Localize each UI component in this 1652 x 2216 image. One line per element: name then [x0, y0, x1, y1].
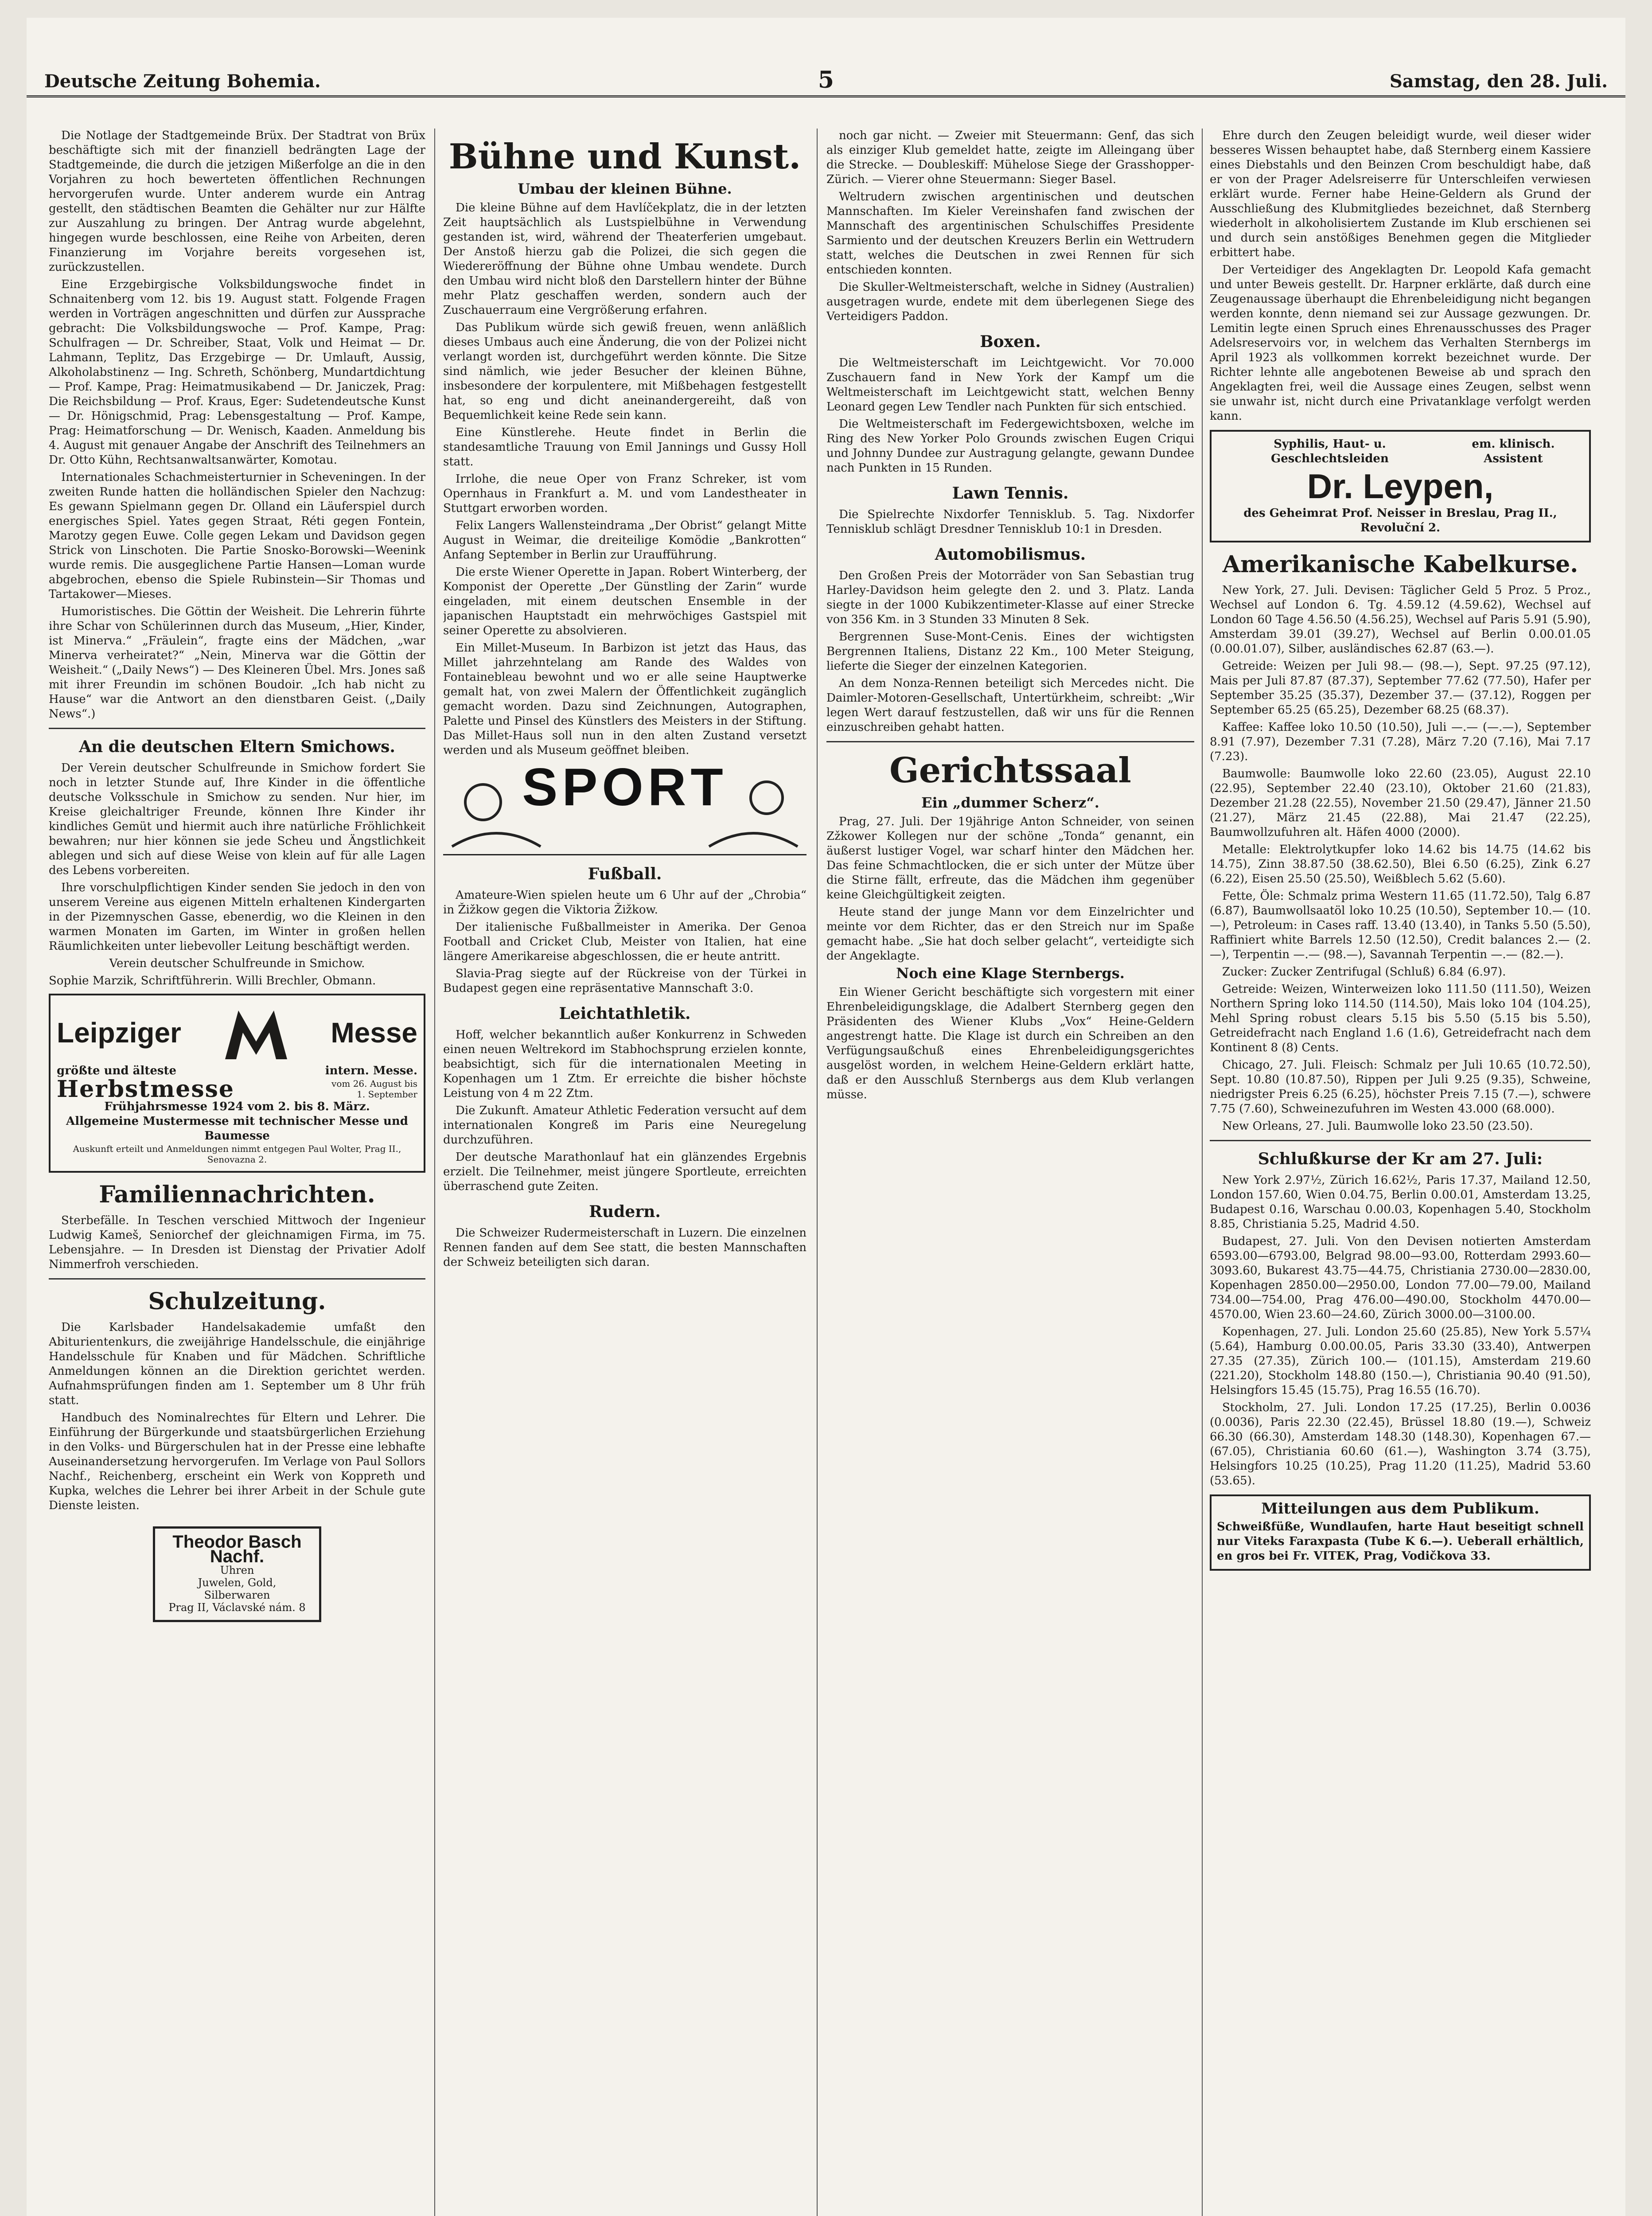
article-subheading: Noch eine Klage Sternbergs.	[896, 965, 1125, 982]
column-rule	[434, 129, 435, 2216]
column-rule	[1202, 129, 1203, 2216]
article-paragraph: Die Skuller-Weltmeisterschaft, welche in Sidney (Australien) ausgetragen wurde, endete mit dem überlegenen Siege des Verteidigers Paddon.	[826, 281, 1194, 323]
column-rule	[817, 129, 818, 2216]
market-paragraph: Baumwolle: Baumwolle loko 22.60 (23.05), August 22.10 (22.95), September 22.40 (23.10), Oktober 21.60 (21.83), Dezember 21.28 (22.55), November 21.50 (29.47), Jänner 21.50 (21.27), März 21.45 (22.88), Mai 21.47 (22.25), Baumwollzufuhren alt. Häfen 4000 (2000).	[1210, 767, 1591, 839]
article-paragraph: Der italienische Fußballmeister in Amerika. Der Genoa Football and Cricket Club, Meister von Italien, hat eine längere Amerikareise abgeschlossen, die er heute antritt.	[443, 921, 807, 963]
section-heading: Fußball.	[588, 865, 662, 883]
article-paragraph: Hoff, welcher bekanntlich außer Konkurrenz in Schweden einen neuen Weltrekord im Stabhochsprung erzielen konnte, beabsichtigt, sich für die internationalen Meeting in Kopenhagen um 1 Ztm. Er erreichte die bisher höchste Leistung von 4 m 22 Ztm.	[443, 1028, 807, 1100]
article-paragraph: Das Publikum würde sich gewiß freuen, wenn anläßlich dieses Umbaus auch eine Änderung, die von der Polizei nicht verlangt worden ist, durchgeführt werden könnte. Die Sitze sind nämlich, wie jeder Besucher der kleinen Bühne, insbesondere der korpulentere, mit Mißbehagen festgestellt hat, so eng und dicht aneinandergereiht, daß von Bequemlichkeit keine Rede sein kann.	[443, 321, 807, 422]
market-paragraph: Getreide: Weizen, Winterweizen loko 111.50 (111.50), Weizen Northern Spring loko 114.50 (114.50), Mais loko 104 (104.25), Mehl Spring robust clears 5.15 bis 5.50 (5.15 bis 5.50), Getreidefracht nach England 1.6 (1.6), Getreidefracht nach dem Kontinent 8 (8) Cents.	[1210, 983, 1591, 1054]
article-paragraph: Die erste Wiener Operette in Japan. Robert Winterberg, der Komponist der Operette „Der Günstling der Zarin“ wurde eingeladen, mit einem deutschen Ensemble in der japanischen Hauptstadt ein mehrwöchiges Gastspiel mit seiner Operette zu absolvieren.	[443, 566, 807, 637]
ad-line: Juwelen, Gold,	[198, 1576, 277, 1589]
divider	[826, 741, 1194, 742]
article-paragraph: Die Notlage der Stadtgemeinde Brüx. Der Stadtrat von Brüx beschäftigte sich mit der finanziell bedrängten Lage der Stadtgemeinde, die durch die jetzigen Mißerfolge an die in den Vorjahren zu hoch bewerteten öffentlichen Rechnungen hervorgerufen wurde. Unter anderem wurde ein Antrag gestellt, den städtischen Beamten die Gehälter nur zur Hälfte zur Auszahlung zu bringen. Der Antrag wurde abgelehnt, hingegen wurde beschlossen, eine Reihe von Arbeiten, deren Finanzierung im Vorjahre bereits vorgesehen ist, zurückzustellen.	[49, 129, 425, 274]
market-paragraph: New York, 27. Juli. Devisen: Täglicher Geld 5 Proz. 5 Proz., Wechsel auf London 6. Tg. 4.59.12 (4.59.62), Wechsel auf London 60 Tage 4.56.50 (4.56.25), Wechsel auf Paris 5.91 (5.90), Amsterdam 39.01 (39.27), Wechsel auf Berlin 0.00.01.05 (0.00.01.07), Silber, ausländisches 62.87 (63.—).	[1210, 584, 1591, 655]
masthead-title: Deutsche Zeitung Bohemia.	[44, 71, 321, 92]
article-paragraph: Felix Langers Wallensteindrama „Der Obrist“ gelangt Mitte August in Weimar, die dreiteilige Komödie „Bankrotten“ Anfang September in Berlin zur Uraufführung.	[443, 519, 807, 562]
sport-banner	[443, 757, 807, 855]
article-paragraph: Humoristisches. Die Göttin der Weisheit. Die Lehrerin führte ihre Schar von Schülerinnen durch das Museum, „Hier, Kinder, ist Minerva.“ „Fräulein“, fragte eins der Mädchen, „war Minerva verheiratet?“ „Nein, Minerva war die Göttin der Weisheit.“ („Daily News“) — Des Kleineren Übel. Mrs. Jones saß mit ihrer Freundin im schönen Boudoir. „Ich hab nicht zu Hause“ war die Antwort an den dienstbaren Geist. („Daily News“.)	[49, 605, 425, 721]
market-paragraph: New Orleans, 27. Juli. Baumwolle loko 23.50 (23.50).	[1222, 1120, 1533, 1133]
ad-line: Uhren	[220, 1564, 254, 1576]
column-3	[826, 129, 1194, 2216]
section-heading: Rudern.	[589, 1202, 661, 1221]
ad-name: Theodor Basch Nachf.	[172, 1532, 302, 1566]
section-heading: Schulzeitung.	[148, 1288, 326, 1315]
article-paragraph: Die Spielrechte Nixdorfer Tennisklub. 5. Tag. Nixdorfer Tennisklub schlägt Dresdner Tennisklub 10:1 in Dresden.	[826, 508, 1194, 536]
page-number: 5	[818, 66, 834, 94]
section-heading: Familiennachrichten.	[99, 1181, 375, 1208]
section-heading: Schlußkurse der Kr am 27. Juli:	[1258, 1150, 1543, 1168]
section-heading: Automobilismus.	[935, 545, 1086, 564]
article-paragraph: Der Verteidiger des Angeklagten Dr. Leopold Kafa gemacht und unter Beweis gestellt. Dr. Harpner erklärte, daß durch eine Zeugenaussage überhaupt die Ehrenbeleidigung nicht begangen werden konnte, denn niemand sei zur Aussage gezwungen. Dr. Lemitin legte einen Spruch eines Ehrenausschusses des Prager Adelsreservoirs vor, in welchem das Verhalten Sternbergs im April 1923 als vollkommen korrekt bezeichnet wurde. Der Richter lehnte alle angebotenen Beweise ab und sprach den Angeklagten frei, weil die Aussage eines Zeugen, selbst wenn sie unwahr ist, nicht durch eine Privatanklage verfolgt werden kann.	[1210, 263, 1591, 423]
divider	[1210, 1140, 1591, 1141]
market-paragraph: New York 2.97½, Zürich 16.62½, Paris 17.37, Mailand 12.50, London 157.60, Wien 0.04.75, Berlin 0.00.01, Amsterdam 13.25, Budapest 0.16, Warschau 0.00.03, Kopenhagen 5.40, Stockholm 8.85, Christiania 5.25, Madrid 4.50.	[1210, 1174, 1591, 1231]
ad-line: Frühjahrsmesse 1924 vom 2. bis 8. März.	[104, 1100, 370, 1113]
article-paragraph: Eine Künstlerehe. Heute findet in Berlin die standesamtliche Trauung von Emil Jannings und Gussy Holl statt.	[443, 426, 807, 468]
ad-word-left: Leipziger	[57, 1016, 181, 1049]
article-paragraph: Die Weltmeisterschaft im Leichtgewicht. Vor 70.000 Zuschauern fand in New York der Kampf um die Weltmeisterschaft im Leichtgewicht statt, welchen Benny Leonard gegen Lew Tendler nach Punkten für sich entschied.	[826, 356, 1194, 414]
article-subheading: Umbau der kleinen Bühne.	[518, 180, 732, 197]
article-paragraph: Ein Millet-Museum. In Barbizon ist jetzt das Haus, das Millet jahrzehntelang am Rande des Waldes von Fontainebleau bewohnt und wo er alle seine Hauptwerke gemalt hat, von zwei Malern der Öffentlichkeit zugänglich gemacht worden. Dazu sind Zeichnungen, Autographen, Palette und Pinsel des Künstlers des Meisters in der Stiftung. Das Millet-Haus soll nun in den alten Zustand versetzt werden und als Museum geöffnet bleiben.	[443, 641, 807, 757]
article-paragraph: Heute stand der junge Mann vor dem Einzelrichter und meinte vor dem Richter, das er den Streich nur im Spaße gemacht habe. „Sie hat doch selber gelacht“, verteidigte sich der Angeklagte.	[826, 905, 1194, 963]
article-paragraph: Ein Wiener Gericht beschäftigte sich vorgestern mit einer Ehrenbeleidigungsklage, die Adalbert Sternberg gegen den Präsidenten des Wiener Klubs „Vox“ Heine-Geldern angestrengt hatte. Die Klage ist durch ein Schreiben an den Verfügungsaußchuß eines Ehrenbeleidigungsgerichtes ausgelöst worden, in welchem Heine-Geldern erklärt hatte, daß er den Ausschluß Sternbergs aus dem Klub verlangen müsse.	[826, 986, 1194, 1101]
sport-title: SPORT	[522, 757, 728, 817]
article-paragraph: Eine Erzgebirgische Volksbildungswoche findet in Schnaitenberg vom 12. bis 19. August statt. Folgende Fragen werden in Vorträgen angeschnitten und dürfen zur Aussprache gebracht: Die Volksbildungswoche — Prof. Kampe, Prag: Schulfragen — Dr. Schreiber, Staat, Volk und Heimat — Dr. Lahmann, Teplitz, Das Erzgebirge — Dr. Umlauft, Aussig, Alkoholabstinenz — Ing. Schreth, Schönberg, Mundartdichtung — Prof. Kampe, Prag: Heimatmusikabend — Dr. Janiczek, Prag: Die Reichsbildung — Prof. Kraus, Eger: Sudetendeutsche Kunst — Dr. Hönigschmid, Prag: Lebensgestaltung — Prof. Kampe, Prag: Heimatforschung — Dr. Wenisch, Kaaden. Anmeldung bis 4. August mit genauer Angabe der Anschrift des Teilnehmers an Dr. Otto Kühn, Rechtsanwaltsanwärter, Komotau.	[49, 278, 425, 467]
market-paragraph: Budapest, 27. Juli. Von den Devisen notierten Amsterdam 6593.00—6793.00, Belgrad 98.00—93.00, Rotterdam 2993.60—3093.60, Bukarest 43.75—44.75, Christiania 2730.00—2830.00, Kopenhagen 2850.00—2950.00, London 77.00—79.00, Mailand 734.00—754.00, Prag 476.00—490.00, Stockholm 4470.00—4570.00, Wien 23.60—24.60, Zürich 3000.00—3100.00.	[1210, 1235, 1591, 1321]
article-paragraph: Slavia-Prag siegte auf der Rückreise von der Türkei in Budapest gegen eine repräsentative Mannschaft 3:0.	[443, 967, 807, 995]
article-paragraph: Handbuch des Nominalrechtes für Eltern und Lehrer. Die Einführung der Bürgerkunde und staatsbürgerlichen Erziehung in den Volks- und Bürgerschulen hat in der Presse eine lebhafte Auseinandersetzung hervorgerufen. Im Verlage von Paul Sollors Nachf., Reichenberg, erscheint ein Werk von Koppreth und Kupka, welches die Lehrer bei ihrer Arbeit in der Schule gute Dienste leisten.	[49, 1411, 425, 1512]
ad-address: des Geheimrat Prof. Neisser in Breslau, Prag II., Revoluční 2.	[1243, 507, 1557, 534]
section-heading: Gerichtssaal	[889, 750, 1131, 791]
ad-line: Prag II, Václavské nám. 8	[168, 1601, 306, 1614]
column-1	[49, 129, 425, 2216]
article-paragraph: Bergrennen Suse-Mont-Cenis. Eines der wichtigsten Bergrennen Italiens, Distanz 22 Km., 100 Meter Steigung, lieferte die Sieger der einzelnen Kategorien.	[826, 630, 1194, 673]
section-heading: Boxen.	[980, 332, 1041, 351]
article-paragraph: Amateure-Wien spielen heute um 6 Uhr auf der „Chrobia“ in Žižkow gegen die Viktoria Žižkow.	[443, 889, 807, 917]
leypen-ad	[1210, 430, 1591, 542]
section-heading: An die deutschen Eltern Smichows.	[79, 737, 395, 756]
article-paragraph: Den Großen Preis der Motorräder von San Sebastian trug Harley-Davidson heim gelegte den 2. und 3. Platz. Landa siegte in der 1000 Kubikzentimeter-Klasse auf einer Strecke von 356 Km. in 3 Stunden 33 Minuten 8 Sek.	[826, 569, 1194, 626]
article-paragraph: Ehre durch den Zeugen beleidigt wurde, weil dieser wider besseres Wissen behauptet habe, daß Sternberg einem Kassiere eines Diebstahls und den Beinzen Crom beschuldigt habe, daß er von der Prager Adelsreiserre für Unterschleifen verwiesen erklärt wurde. Ferner habe Heine-Geldern als Grund der Ausschließung des Klubmitgliedes bezeichnet, daß Sternberg wiederholt in alkoholisiertem Zustande im Klub erschienen sei und durch sein anstößiges Benehmen gegen die Mitglieder erbittert habe.	[1210, 129, 1591, 259]
leipzig-messe-ad	[49, 994, 425, 1173]
ad-herbstmesse: Herbstmesse	[57, 1075, 235, 1103]
article-paragraph: Die kleine Bühne auf dem Havlíčekplatz, die in der letzten Zeit hauptsächlich als Lustspielbühne in Verwendung gestanden ist, wird, während der Theaterferien umgebaut. Der Anstoß hierzu gab die Polizei, die sich gegen die Wiedereröffnung der Bühne ohne Umbau wendete. Durch den Umbau wird nicht bloß den Darstellern hinter der Bühne mehr Platz geschaffen werden, sondern auch der Zuschauerraum eine Vergrößerung erfahren.	[443, 201, 807, 317]
publikum-notice	[1210, 1494, 1591, 1571]
ad-name: Dr. Leypen,	[1307, 467, 1494, 506]
article-paragraph: Ihre vorschulpflichtigen Kinder senden Sie jedoch in den von unserem Vereine aus eigenen Mitteln erhaltenen Kindergarten in der Pizemnyschen Gasse, ebenerdig, wo die Kleinen in den warmen Monaten im Garten, im Winter in großen hellen Räumlichkeiten unter liebevoller Leitung beschäftigt werden.	[49, 881, 425, 953]
notice-heading: Mitteilungen aus dem Publikum.	[1261, 1500, 1539, 1518]
column-2	[443, 129, 807, 2216]
basch-ad	[153, 1526, 321, 1622]
issue-date: Samstag, den 28. Juli.	[1389, 71, 1608, 92]
ad-line: Silberwaren	[204, 1589, 270, 1601]
ad-dates: vom 26. August bis 1. September	[331, 1078, 417, 1100]
article-paragraph: noch gar nicht. — Zweier mit Steuermann: Genf, das sich als einziger Klub gemeldet hatte, zeigte im Alleingang über die Strecke. — Doubleskiff: Mühelose Siege der Grasshopper-Zürich. — Vierer ohne Steuermann: Sieger Basel.	[826, 129, 1194, 186]
ad-line: intern. Messe.	[325, 1064, 417, 1077]
article-paragraph: Die Zukunft. Amateur Athletic Federation versucht auf dem internationalen Kongreß im Paris eine Neuregelung durchzuführen.	[443, 1104, 807, 1147]
column-4	[1210, 129, 1591, 2216]
section-heading: Lawn Tennis.	[952, 484, 1069, 503]
ad-line: Syphilis, Haut- u. Geschlechtsleiden	[1271, 437, 1389, 465]
article-paragraph: Der Verein deutscher Schulfreunde in Smichow fordert Sie noch in letzter Stunde auf, Ihre Kinder in die öffentliche deutsche Volksschule in Smichow zu senden. Nur hier, im Kreise gleichaltriger Freunde, können Ihre Kinder ihr kindliches Gemüt und hiermit auch ihre natürliche Fröhlichkeit bewahren; nur hier können sie jede Scheu und Ängstlichkeit ablegen und sich auf diese Weise von klein auf für alle Lagen des Lebens vorbereiten.	[49, 761, 425, 877]
market-paragraph: Kopenhagen, 27. Juli. London 25.60 (25.85), New York 5.57¼ (5.64), Hamburg 0.00.00.05, Paris 33.30 (33.40), Antwerpen 27.35 (27.35), Zürich 100.— (101.15), Amsterdam 219.60 (221.20), Stockholm 148.80 (150.—), Christiania 90.40 (91.50), Helsingfors 15.45 (15.75), Prag 16.55 (16.70).	[1210, 1325, 1591, 1397]
signature: Verein deutscher Schulfreunde in Smichow.	[109, 957, 365, 970]
article-paragraph: Prag, 27. Juli. Der 19jährige Anton Schneider, von seinen Zžkower Kollegen nur der schöne „Tonda“ genannt, ein äußerst lustiger Vogel, war scharf hinter den Mädchen her. Das feine Schmachtlocken, die er sich unter der Mütze über die Stirne fällt, erfreute, das die Mädchen ihm gegenüber keine Gleichgültigkeit zeigten.	[826, 815, 1194, 901]
article-paragraph: Irrlohe, die neue Oper von Franz Schreker, ist vom Opernhaus in Frankfurt a. M. und vom Landestheater in Stuttgart erworben worden.	[443, 472, 807, 515]
section-heading: Amerikanische Kabelkurse.	[1222, 551, 1578, 578]
market-paragraph: Kaffee: Kaffee loko 10.50 (10.50), Juli —.— (—.—), September 8.91 (7.97), Dezember 7.31 (7.28), März 7.20 (7.16), Mai 7.17 (7.23).	[1210, 721, 1591, 763]
ad-line: em. klinisch. Assistent	[1472, 437, 1555, 465]
market-paragraph: Getreide: Weizen per Juli 98.— (98.—), Sept. 97.25 (97.12), Mais per Juli 87.87 (87.37), September 77.62 (77.50), Hafer per September 35.25 (35.37), Dezember 37.— (37.12), Roggen per September 65.25 (65.25), Dezember 68.25 (68.37).	[1210, 659, 1591, 717]
messe-logo-icon	[221, 1002, 292, 1064]
article-paragraph: Der deutsche Marathonlauf hat ein glänzendes Ergebnis erzielt. Die Teilnehmer, meist jüngere Sportleute, erreichten überraschend gute Zeiten.	[443, 1151, 807, 1193]
market-paragraph: Metalle: Elektrolytkupfer loko 14.62 bis 14.75 (14.62 bis 14.75), Zinn 38.87.50 (38.62.50), Blei 6.50 (6.25), Zink 6.27 (6.22), Eisen 25.50 (25.50), Weißblech 5.62 (5.60).	[1210, 843, 1591, 886]
article-paragraph: Internationales Schachmeisterturnier in Scheveningen. In der zweiten Runde hatten die holländischen Spieler den Nachzug: Es gewann Spielmann gegen Dr. Olland ein Läuferspiel durch energisches Spiel. Yates gegen Straat, Réti gegen Fontein, Marotzy gegen Euwe. Colle gegen Lekam und Davidson gegen Strick von Linschoten. Die Partie Snosko-Borowski—Weenink wurde remis. Die ausgeglichene Partie Hansen—Loman wurde abgebrochen, ebenso die Spiele Rubinstein—Sir Thomas und Tartakower—Mieses.	[49, 471, 425, 601]
ad-contact: Auskunft erteilt und Anmeldungen nimmt entgegen Paul Wolter, Prag II., Senovazna 2.	[73, 1143, 401, 1165]
ad-line: Allgemeine Mustermesse mit technischer Messe und Baumesse	[66, 1115, 408, 1143]
notice-body: Schweißfüße, Wundlaufen, harte Haut beseitigt schnell nur Viteks Faraxpasta (Tube K 6.—). Ueberall erhältlich, en gros bei Fr. VITEK, Prag, Vodičkova 33.	[1217, 1520, 1584, 1563]
article-paragraph: Die Weltmeisterschaft im Federgewichtsboxen, welche im Ring des New Yorker Polo Grounds zwischen Eugen Criqui und Johnny Dundee zur Austragung gelangte, gewann Dundee nach Punkten in 15 Runden.	[826, 417, 1194, 475]
ad-word-right: Messe	[331, 1016, 417, 1049]
ad-line: größte und älteste	[57, 1064, 177, 1077]
article-subheading: Ein „dummer Scherz“.	[921, 794, 1099, 811]
signature: Sophie Marzik, Schriftführerin. Willi Brechler, Obmann.	[49, 974, 376, 987]
article-paragraph: Sterbefälle. In Teschen verschied Mittwoch der Ingenieur Ludwig Kameš, Seniorchef der gleichnamigen Firma, im 75. Lebensjahre. — In Dresden ist Dienstag der Privatier Adolf Nimmerfroh verschieden.	[49, 1214, 425, 1271]
divider	[49, 728, 425, 729]
section-heading: Bühne und Kunst.	[448, 137, 801, 177]
market-paragraph: Zucker: Zucker Zentrifugal (Schluß) 6.84 (6.97).	[1222, 965, 1506, 979]
market-paragraph: Stockholm, 27. Juli. London 17.25 (17.25), Berlin 0.0036 (0.0036), Paris 22.30 (22.45), Brüssel 18.80 (19.—), Schweiz 66.30 (66.30), Amsterdam 148.30 (148.30), Kopenhagen 67.— (67.05), Christiania 60.60 (61.—), Washington 3.74 (3.75), Helsingfors 10.25 (10.25), Prag 11.20 (11.25), Madrid 53.60 (53.65).	[1210, 1401, 1591, 1487]
market-paragraph: Chicago, 27. Juli. Fleisch: Schmalz per Juli 10.65 (10.72.50), Sept. 10.80 (10.87.50), Rippen per Juli 9.25 (9.35), Schweine, niedrigster Preis 6.25 (6.25), höchster Preis 7.15 (7.—), schwere 7.75 (7.60), Schweinezufuhren im Westen 43.000 (68.000).	[1210, 1058, 1591, 1116]
article-paragraph: An dem Nonza-Rennen beteiligt sich Mercedes nicht. Die Daimler-Motoren-Gesellschaft, Untertürkheim, schreibt: „Wir legen Wert darauf festzustellen, daß wir uns für die Rennen einzuschreiben gehabt hatten.	[826, 677, 1194, 734]
article-paragraph: Die Karlsbader Handelsakademie umfaßt den Abiturientenkurs, die zweijährige Handelsschule, die einjährige Handelsschule für Knaben und für Mädchen. Schriftliche Anmeldungen können an die Direktion gerichtet werden. Aufnahmsprüfungen finden am 1. September um 8 Uhr früh statt.	[49, 1321, 425, 1407]
article-paragraph: Weltrudern zwischen argentinischen und deutschen Mannschaften. Im Kieler Vereinshafen fand zwischen der Mannschaft des argentinischen Schulschiffes Presidente Sarmiento und der deutschen Kreuzers Berlin ein Wettrudern statt, welches die Deutschen in zwei Rennen für sich entschieden konnten.	[826, 190, 1194, 277]
divider	[49, 1278, 425, 1280]
section-heading: Leichtathletik.	[559, 1004, 691, 1023]
article-paragraph: Die Schweizer Rudermeisterschaft in Luzern. Die einzelnen Rennen fanden auf dem See statt, die besten Mannschaften der Schweiz beteiligten sich daran.	[443, 1226, 807, 1269]
market-paragraph: Fette, Öle: Schmalz prima Western 11.65 (11.72.50), Talg 6.87 (6.87), Baumwollsaatöl loko 10.25 (10.50), September 10.— (10.—), Petroleum: in Cases raff. 13.40 (13.40), in Tanks 5.50 (5.50), Raffiniert white Barrels 12.50 (12.50), Credit balances 2.— (2.—), Terpentin —.— (98.—), Savannah Terpentin —.— (82.—).	[1210, 890, 1591, 961]
page-header	[27, 66, 1625, 98]
